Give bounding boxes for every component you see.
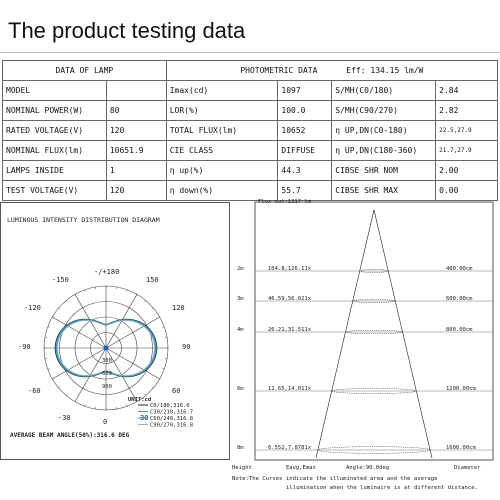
polar-title: LUMINOUS INTENSITY DISTRIBUTION DIAGRAM xyxy=(7,216,160,224)
angle-label-180: -/+180 xyxy=(94,268,120,276)
illum-diameter: 1200.00cm xyxy=(446,386,476,392)
polar-diagram xyxy=(0,200,230,462)
legend-entry: C90/270,316.8 xyxy=(150,422,194,429)
table-cell: 22.5,27.9 xyxy=(436,121,498,141)
table-cell: 44.3 xyxy=(278,161,332,181)
polar-tick xyxy=(162,369,164,370)
polar-tick xyxy=(158,317,160,318)
table-cell: CIE CLASS xyxy=(166,141,278,161)
table-row xyxy=(3,101,498,121)
table-cell: 21.7,27.9 xyxy=(436,141,498,161)
angle-label-neg30: -30 xyxy=(58,414,71,422)
angle-label-120: 120 xyxy=(172,304,185,312)
unit-label: UNIT:cd xyxy=(128,397,152,403)
table-cell: S/MH(C90/270) xyxy=(332,101,436,121)
illum-diameter: 800.00cm xyxy=(446,327,473,333)
polar-tick xyxy=(127,404,128,406)
table-cell: S/MH(C0/180) xyxy=(332,81,436,101)
illum-diameter: 1600.00cm xyxy=(446,445,476,451)
polar-tick xyxy=(127,290,128,292)
polar-tick xyxy=(59,308,61,309)
radial-label-600: 600 xyxy=(102,371,112,377)
legend-entry: C60/240,316.8 xyxy=(150,416,194,422)
angle-label-0: 0 xyxy=(103,418,108,426)
polar-tick xyxy=(52,317,54,318)
table-cell xyxy=(106,81,166,101)
polar-tick xyxy=(136,294,137,296)
table-cell: CIBSE SHR MAX xyxy=(332,181,436,201)
table-cell: 0.00 xyxy=(436,181,498,201)
table-cell: DIFFUSE xyxy=(278,141,332,161)
polar-center xyxy=(104,346,109,351)
polar-tick xyxy=(162,327,164,328)
polar-tick xyxy=(152,387,154,388)
data-of-lamp-header: DATA OF LAMP xyxy=(3,61,167,81)
table-cell: 2.82 xyxy=(436,101,498,121)
illum-eavg: 11.65,14.011x xyxy=(268,386,312,392)
angle-label-neg120: -120 xyxy=(24,304,41,312)
illum-diameter: 600.00cm xyxy=(446,296,473,302)
cone-edge xyxy=(316,210,374,458)
page-title: The product testing data xyxy=(8,18,246,43)
table-cell: η UP,DN(C0-180) xyxy=(332,121,436,141)
polar-tick xyxy=(59,387,61,388)
legend-entry: C0/180,316.6 xyxy=(150,403,190,409)
polar-tick xyxy=(158,378,160,379)
table-cell: LOR(%) xyxy=(166,101,278,121)
legend-entry: C30/210,316.7 xyxy=(150,409,194,416)
table-row xyxy=(3,81,498,101)
illum-eavg: 46.59,56.021x xyxy=(268,296,312,302)
table-cell: NOMINAL FLUX(lm) xyxy=(3,141,107,161)
flux-out-label: Flux out:1317 lm xyxy=(258,199,311,205)
table-cell: 2.00 xyxy=(436,161,498,181)
table-cell: 10651.9 xyxy=(106,141,166,161)
table-cell: 100.0 xyxy=(278,101,332,121)
footer-angle: Angle:90.0deg xyxy=(346,465,390,471)
table-cell: 120 xyxy=(106,181,166,201)
light-cone xyxy=(316,210,432,458)
table-cell: 120 xyxy=(106,121,166,141)
polar-tick xyxy=(66,394,67,396)
angle-label-60: 60 xyxy=(172,387,181,395)
beam-angle-label: AVERAGE BEAM ANGLE(50%):316.6 DEG xyxy=(10,432,130,439)
illum-height: 6m xyxy=(237,386,244,392)
polar-tick xyxy=(145,394,146,396)
table-cell: η up(%) xyxy=(166,161,278,181)
table-cell: MODEL xyxy=(3,81,107,101)
illum-height: 8m xyxy=(237,445,244,451)
cone-edge xyxy=(374,210,432,458)
polar-tick xyxy=(152,308,154,309)
table-row xyxy=(3,161,498,181)
table-cell: 55.7 xyxy=(278,181,332,201)
polar-tick xyxy=(145,301,146,303)
angle-label-neg60: -60 xyxy=(28,387,41,395)
illum-height: 3m xyxy=(237,296,244,302)
polar-tick xyxy=(48,369,50,370)
footer-eavg: Eavg,Emax xyxy=(286,465,316,471)
radial-label-300: 300 xyxy=(102,358,112,364)
illum-eavg: 104.8,126.11x xyxy=(268,266,312,272)
table-cell: LAMPS INSIDE xyxy=(3,161,107,181)
footer-diameter: Diameter xyxy=(454,465,481,471)
illum-height: 4m xyxy=(237,327,244,333)
table-cell: 2.84 xyxy=(436,81,498,101)
table-header-row xyxy=(3,61,498,81)
table-cell: TOTAL FLUX(lm) xyxy=(166,121,278,141)
note-line-1: Note:The Curves indicate the illuminated area and the average xyxy=(232,476,438,482)
illum-diameter: 400.00cm xyxy=(446,266,473,272)
table-cell: RATED VOLTAGE(V) xyxy=(3,121,107,141)
polar-tick xyxy=(75,294,76,296)
table-cell: 1 xyxy=(106,161,166,181)
footer-height: Height xyxy=(232,465,252,471)
polar-tick xyxy=(85,290,86,292)
polar-tick xyxy=(48,327,50,328)
illum-rows xyxy=(237,266,493,451)
polar-tick xyxy=(66,301,67,303)
title-divider xyxy=(0,52,500,53)
table-cell: Imax(cd) xyxy=(166,81,278,101)
table-row xyxy=(3,121,498,141)
angle-label-90: 90 xyxy=(182,343,191,351)
table-cell: 80 xyxy=(106,101,166,121)
illuminance-diagram xyxy=(228,196,500,500)
table-cell: NOMINAL POWER(W) xyxy=(3,101,107,121)
table-cell: TEST VOLTAGE(V) xyxy=(3,181,107,201)
polar-tick xyxy=(75,400,76,402)
table-cell: CIBSE SHR NOM xyxy=(332,161,436,181)
illum-eavg: 6.552,7.8781x xyxy=(268,445,312,451)
spec-table xyxy=(2,60,498,201)
angle-label-30: 30 xyxy=(140,414,149,422)
polar-tick xyxy=(52,378,54,379)
table-cell: η down(%) xyxy=(166,181,278,201)
angle-label-neg150: -150 xyxy=(52,276,69,284)
efficiency-value: Eff: 134.15 lm/W xyxy=(346,66,424,75)
angle-label-150: 150 xyxy=(146,276,159,284)
angle-label-neg90: -90 xyxy=(18,343,31,351)
table-cell: 1097 xyxy=(278,81,332,101)
illum-height: 2m xyxy=(237,266,244,272)
table-cell: 10652 xyxy=(278,121,332,141)
table-cell: η UP,DN(C180-360) xyxy=(332,141,436,161)
radial-label-900: 900 xyxy=(102,384,112,390)
table-row xyxy=(3,141,498,161)
illum-eavg: 26.21,31.511x xyxy=(268,327,312,333)
photometric-header xyxy=(166,61,497,81)
photometric-title: PHOTOMETRIC DATA xyxy=(240,66,318,75)
note-line-2: illumination when the luminaire is at different distance. xyxy=(286,485,478,491)
polar-tick xyxy=(85,404,86,406)
